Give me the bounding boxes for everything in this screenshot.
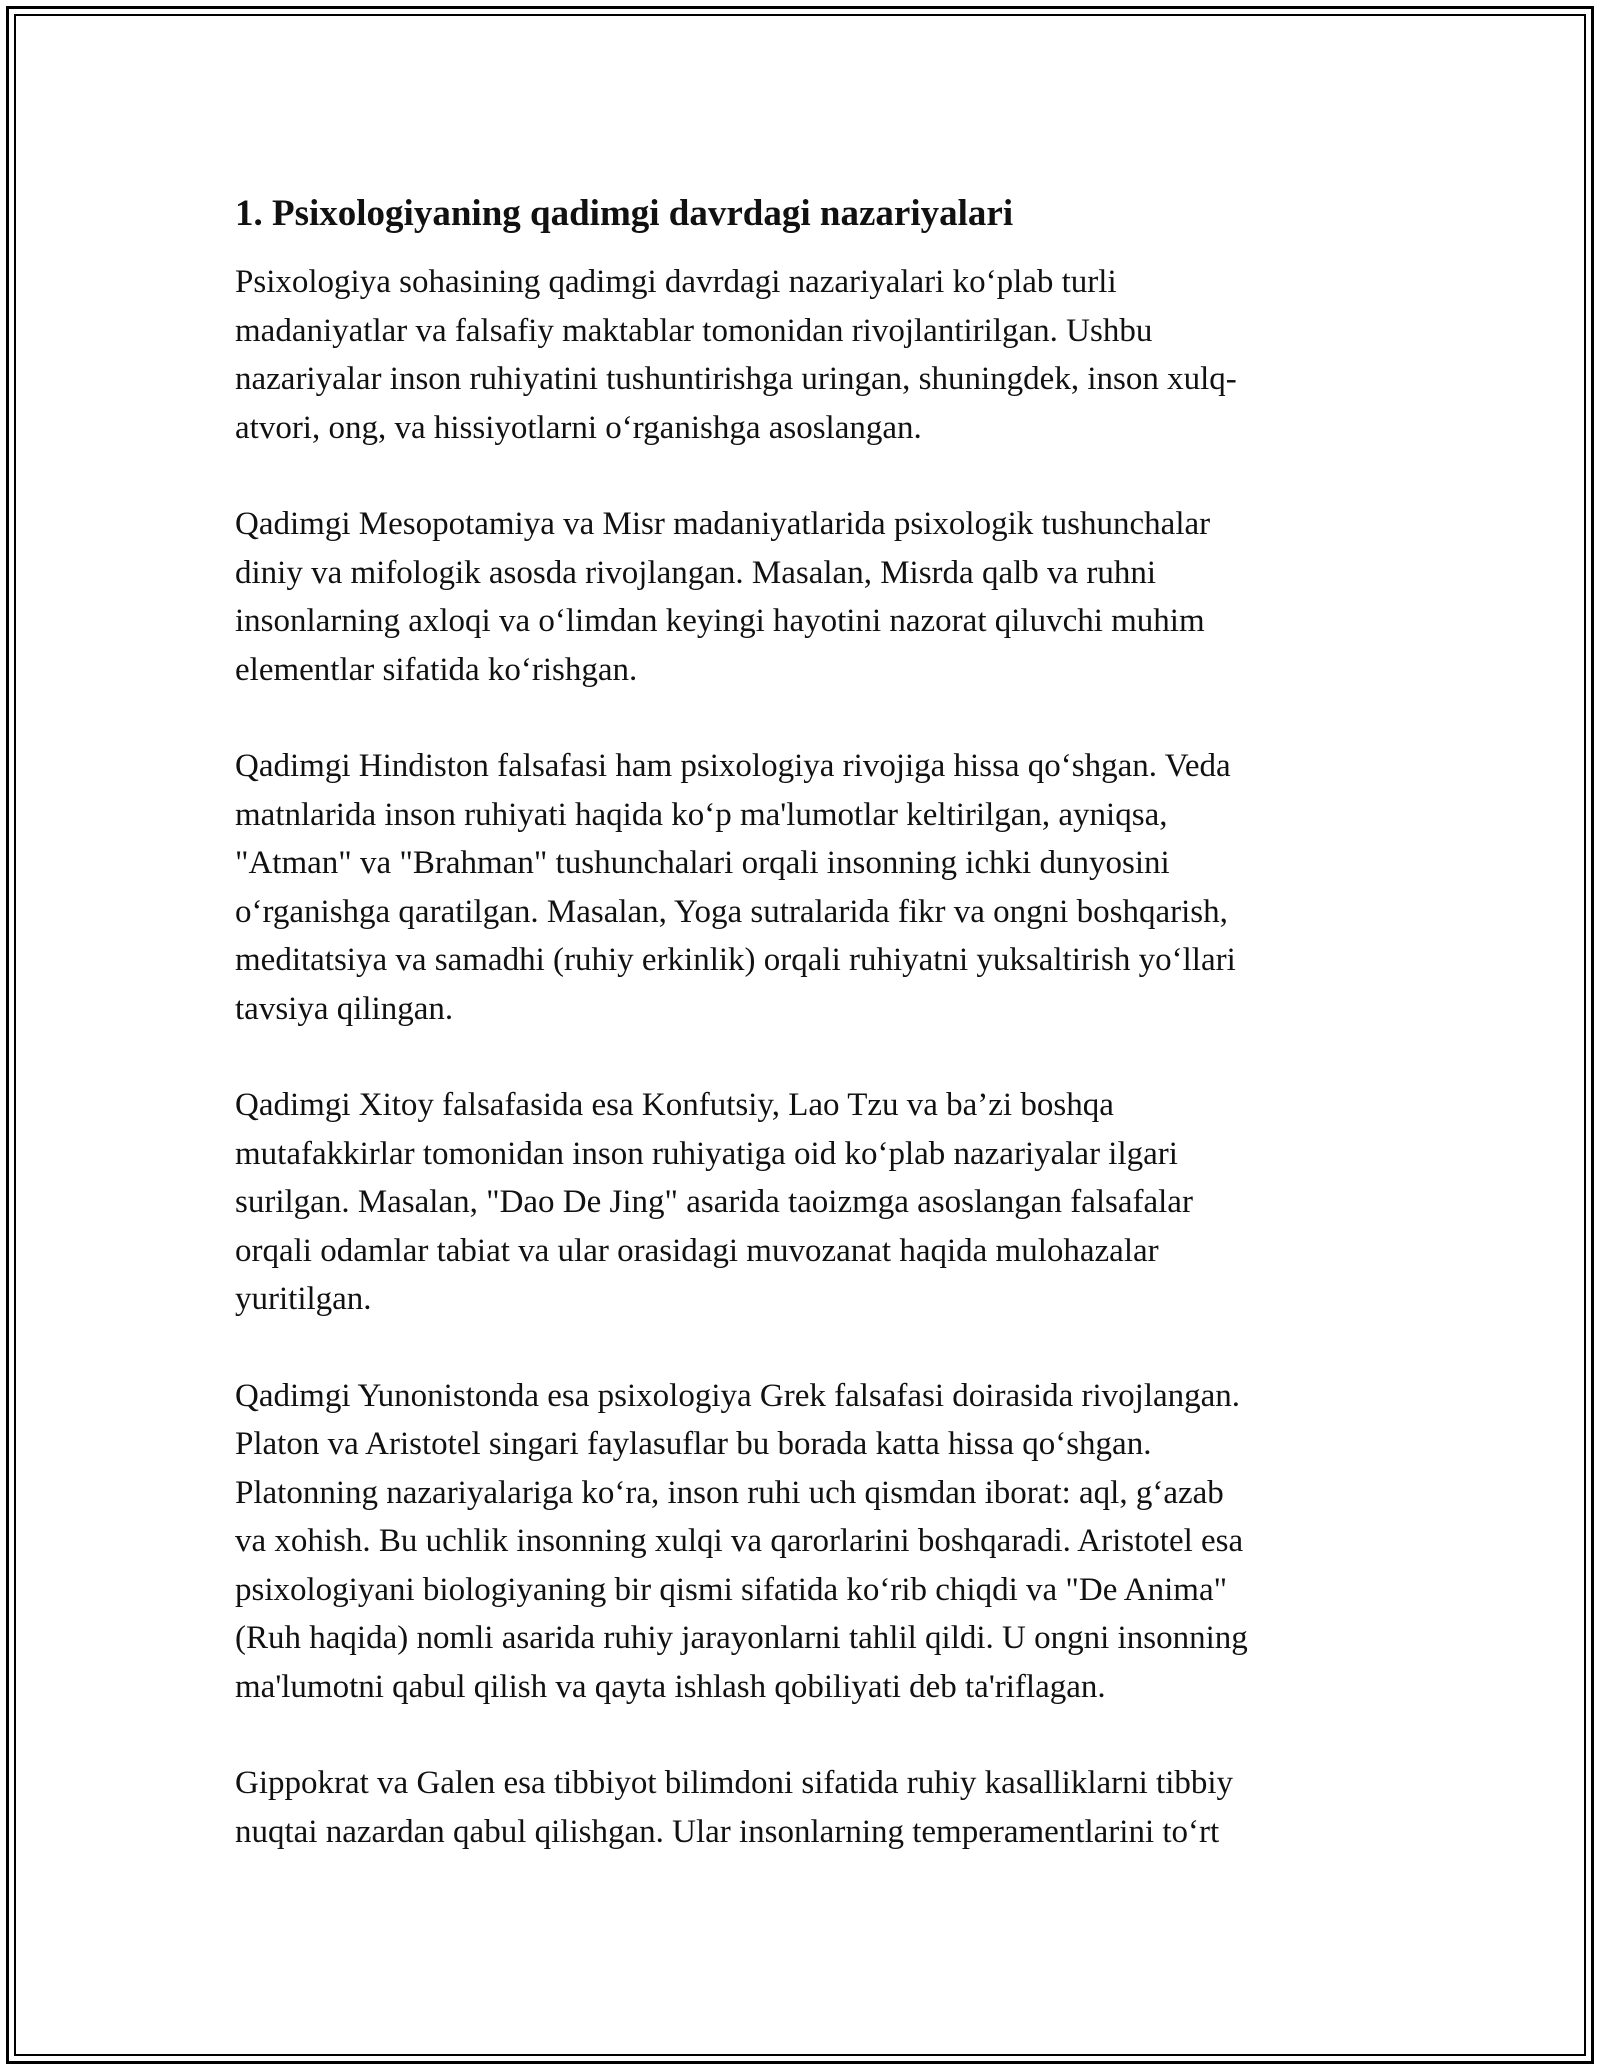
paragraph-intro: Psixologiya sohasining qadimgi davrdagi nazariyalari ko‘plab turli madaniyatlar va falsafiy maktablar tomonidan rivojlantirilgan. Ushbu nazariyalar inson ruhiyatini tushuntirishga uringan, shuningdek, inson xulq- atvori, ong, va hissiyotlarni o‘rganishga asoslangan. xyxy=(235,264,1237,446)
section-heading: 1. Psixologiyaning qadimgi davrdagi nazariyalari xyxy=(235,193,1014,234)
paragraph-china: Qadimgi Xitoy falsafasida esa Konfutsiy, Lao Tzu va ba’zi boshqa mutafakkirlar tomonidan inson ruhiyatiga oid ko‘plab nazariyalar ilgari surilgan. Masalan, "Dao De Jing" asarida taoizmga asoslangan falsafalar orqali odamlar tabiat va ular orasidagi muvozanat haqida mulohazalar yuritilgan. xyxy=(235,1087,1193,1317)
document-body xyxy=(235,188,1375,1904)
paragraph-greece: Qadimgi Yunonistonda esa psixologiya Grek falsafasi doirasida rivojlangan. Platon va Aristotel singari faylasuflar bu borada katta hissa qo‘shgan. Platonning nazariyalariga ko‘ra, inson ruhi uch qismdan iborat: aql, g‘azab va xohish. Bu uchlik insonning xulqi va qarorlarini boshqaradi. Aristotel esa psixologiyani biologiyaning bir qismi sifatida ko‘rib chiqdi va "De Anima" (Ruh haqida) nomli asarida ruhiy jarayonlarni tahlil qildi. U ongni insonning ma'lumotni qabul qilish va qayta ishlash qobiliyati deb ta'riflagan. xyxy=(235,1377,1248,1705)
paragraph-hippocrates-galen: Gippokrat va Galen esa tibbiyot bilimdoni sifatida ruhiy kasalliklarni tibbiy nuqtai nazardan qabul qilishgan. Ular insonlarning temperamentlarini to‘rt xyxy=(235,1765,1234,1850)
paragraph-india: Qadimgi Hindiston falsafasi ham psixologiya rivojiga hissa qo‘shgan. Veda matnlarida inson ruhiyati haqida ko‘p ma'lumotlar keltirilgan, ayniqsa, "Atman" va "Brahman" tushunchalari orqali insonning ichki dunyosini o‘rganishga qaratilgan. Masalan, Yoga sutralarida fikr va ongni boshqarish, meditatsiya va samadhi (ruhiy erkinlik) orqali ruhiyatni yuksaltirish yo‘llari tavsiya qilingan. xyxy=(235,748,1236,1027)
paragraph-mesopotamia-egypt: Qadimgi Mesopotamiya va Misr madaniyatlarida psixologik tushunchalar diniy va mifologik asosda rivojlangan. Masalan, Misrda qalb va ruhni insonlarning axloqi va o‘limdan keyingi hayotini nazorat qiluvchi muhim elementlar sifatida ko‘rishgan. xyxy=(235,506,1211,688)
